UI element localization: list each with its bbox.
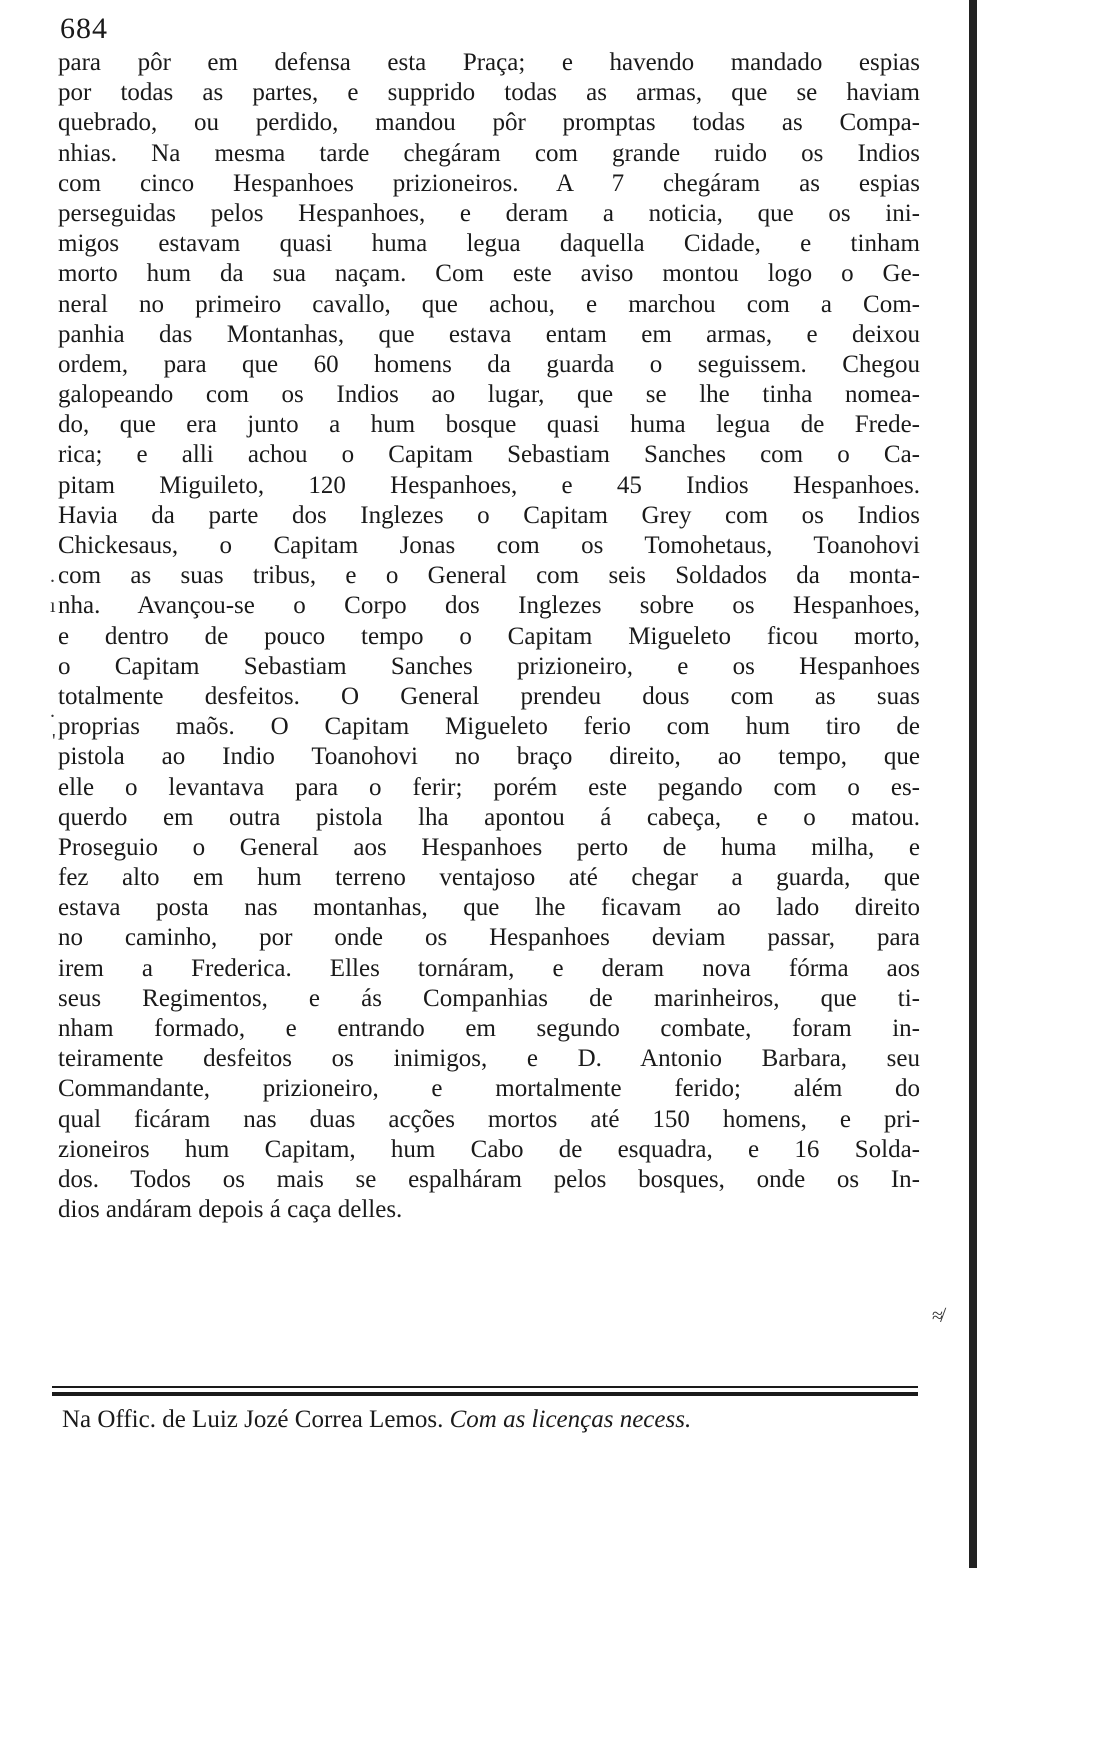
text-line: dos. Todos os mais se espalháram pelos bosques, onde os In- xyxy=(58,1165,920,1193)
page-edge-shadow xyxy=(969,0,977,1568)
text-line: perseguidas pelos Hespanhoes, e deram a noticia, que os ini- xyxy=(58,199,920,227)
text-line: ordem, para que 60 homens da guarda o seguissem. Chegou xyxy=(58,350,920,378)
text-line: do, que era junto a hum bosque quasi huma legua de Frede- xyxy=(58,411,920,439)
text-line: panhia das Montanhas, que estava entam em armas, e deixou xyxy=(58,320,920,348)
text-line: e dentro de pouco tempo o Capitam Migueleto ficou morto, xyxy=(58,622,920,650)
text-line: Proseguio o General aos Hespanhoes perto de huma milha, e xyxy=(58,833,920,861)
text-line: seus Regimentos, e ás Companhias de marinheiros, que ti- xyxy=(58,984,920,1012)
margin-mark: ı xyxy=(50,595,56,617)
text-line: Havia da parte dos Inglezes o Capitam Grey com os Indios xyxy=(58,501,920,529)
imprint-license: Com as licenças necess. xyxy=(449,1406,692,1433)
text-line: elle o levantava para o ferir; porém este pegando com o es- xyxy=(58,773,920,801)
footer-rule-thin xyxy=(52,1386,918,1388)
text-line: o Capitam Sebastiam Sanches prizioneiro, e os Hespanhoes xyxy=(58,652,920,680)
text-line: com cinco Hespanhoes prizioneiros. A 7 chegáram as espias xyxy=(58,169,920,197)
text-line: estava posta nas montanhas, que lhe ficavam ao lado direito xyxy=(58,894,920,922)
margin-mark: ≉ xyxy=(932,1305,943,1327)
footer-rule-thick xyxy=(52,1392,918,1396)
text-line: querdo em outra pistola lha apontou á cabeça, e o matou. xyxy=(58,803,920,831)
text-line: com as suas tribus, e o General com seis Soldados da monta- xyxy=(58,562,920,590)
text-line: Chickesaus, o Capitam Jonas com os Tomohetaus, Toanohovi xyxy=(58,532,920,559)
page-number: 684 xyxy=(60,12,108,45)
text-line: para pôr em defensa esta Praça; e havendo mandado espias xyxy=(58,49,920,76)
text-line: zioneiros hum Capitam, hum Cabo de esquadra, e 16 Solda- xyxy=(58,1135,920,1163)
text-line: por todas as partes, e supprido todas as armas, que se haviam xyxy=(58,79,920,107)
margin-mark: . xyxy=(50,565,55,587)
text-line: nha. Avançou-se o Corpo dos Inglezes sobre os Hespanhoes, xyxy=(58,592,920,620)
text-line: teiramente desfeitos os inimigos, e D. Antonio Barbara, seu xyxy=(58,1045,920,1073)
text-line: no caminho, por onde os Hespanhoes deviam passar, para xyxy=(58,924,920,952)
text-line: proprias maõs. O Capitam Migueleto ferio com hum tiro de xyxy=(58,713,920,741)
text-line: nham formado, e entrando em segundo combate, foram in- xyxy=(58,1015,920,1042)
text-line: dios andáram depois á caça delles. xyxy=(58,1196,403,1224)
text-line: rica; e alli achou o Capitam Sebastiam Sanches com o Ca- xyxy=(58,441,920,469)
text-line: neral no primeiro cavallo, que achou, e marchou com a Com- xyxy=(58,290,920,318)
text-line: pistola ao Indio Toanohovi no braço direito, ao tempo, que xyxy=(58,743,920,771)
text-line: Commandante, prizioneiro, e mortalmente ferido; além do xyxy=(58,1075,920,1103)
text-line: irem a Frederica. Elles tornáram, e deram nova fórma aos xyxy=(58,954,920,982)
text-line: totalmente desfeitos. O General prendeu dous com as suas xyxy=(58,682,920,710)
imprint-office: Na Offic. de Luiz Jozé Correa Lemos. xyxy=(62,1406,444,1433)
text-line: galopeando com os Indios ao lugar, que se lhe tinha nomea- xyxy=(58,381,920,409)
text-line: morto hum da sua naçam. Com este aviso montou logo o Ge- xyxy=(58,260,920,288)
text-line: pitam Miguileto, 120 Hespanhoes, e 45 Indios Hespanhoes. xyxy=(58,471,920,499)
body-text xyxy=(58,48,920,1225)
text-line: qual ficáram nas duas acções mortos até 150 homens, e pri- xyxy=(58,1105,920,1133)
text-line: migos estavam quasi huma legua daquella Cidade, e tinham xyxy=(58,230,920,258)
text-line: quebrado, ou perdido, mandou pôr promptas todas as Compa- xyxy=(58,109,920,137)
text-line: fez alto em hum terreno ventajoso até chegar a guarda, que xyxy=(58,864,920,892)
margin-mark: . xyxy=(50,700,55,722)
margin-mark: ' xyxy=(52,730,56,752)
imprint-line xyxy=(62,1400,912,1440)
text-line: nhias. Na mesma tarde chegáram com grande ruido os Indios xyxy=(58,139,920,167)
